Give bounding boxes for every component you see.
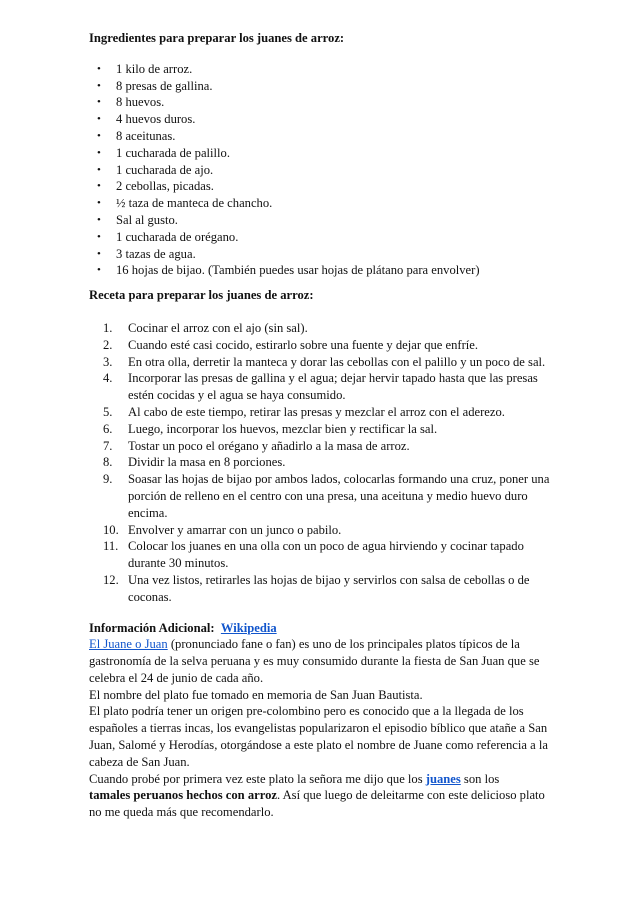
recipe-title: Receta para preparar los juanes de arroz: bbox=[89, 288, 314, 303]
step-number: 9. bbox=[103, 472, 113, 487]
step-number: 12. bbox=[103, 572, 119, 587]
recipe-step bbox=[89, 438, 551, 455]
recipe-step bbox=[89, 538, 551, 572]
ingredient-item: • 8 presas de gallina. bbox=[89, 78, 551, 95]
ingredient-item: • 2 cebollas, picadas. bbox=[89, 178, 551, 195]
ingredient-item: • 8 aceitunas. bbox=[89, 128, 551, 145]
recipe-step bbox=[89, 370, 551, 404]
step-text: Cuando esté casi cocido, estirarlo sobre una fuente y dejar que enfríe. bbox=[128, 337, 479, 352]
recipe-step bbox=[89, 522, 551, 539]
step-text: En otra olla, derretir la manteca y dorar las cebollas con el palillo y un poco de sal. bbox=[128, 354, 546, 369]
wikipedia-link[interactable]: Wikipedia bbox=[220, 620, 277, 635]
info-paragraph-4 bbox=[89, 771, 551, 821]
step-number: 11. bbox=[103, 539, 119, 554]
ingredient-item: • 16 hojas de bijao. (También puedes usar hojas de plátano para envolver) bbox=[89, 262, 551, 279]
step-number: 1. bbox=[103, 320, 113, 335]
info-label: Información Adicional: bbox=[89, 620, 215, 635]
recipe-step bbox=[89, 572, 551, 606]
ingredient-item: • Sal al gusto. bbox=[89, 212, 551, 229]
step-number: 6. bbox=[103, 421, 113, 436]
step-text: Dividir la masa en 8 porciones. bbox=[128, 455, 286, 470]
ingredient-item: • 1 cucharada de orégano. bbox=[89, 229, 551, 246]
ingredient-item: • ½ taza de manteca de chancho. bbox=[89, 195, 551, 212]
step-number: 3. bbox=[103, 354, 113, 369]
step-number: 10. bbox=[103, 522, 119, 537]
recipe-steps-list bbox=[89, 320, 551, 606]
step-number: 5. bbox=[103, 404, 113, 419]
step-text: Al cabo de este tiempo, retirar las presas y mezclar el arroz con el aderezo. bbox=[128, 404, 505, 419]
step-text: Incorporar las presas de gallina y el agua; dejar hervir tapado hasta que las presas estén cocidas y el agua se haya consumido. bbox=[128, 371, 538, 403]
recipe-step bbox=[89, 337, 551, 354]
ingredient-item: • 8 huevos. bbox=[89, 94, 551, 111]
recipe-step bbox=[89, 354, 551, 371]
ingredient-item: • 1 kilo de arroz. bbox=[89, 61, 551, 78]
info-paragraph-2: El nombre del plato fue tomado en memoria de San Juan Bautista. bbox=[89, 687, 423, 702]
step-text: Cocinar el arroz con el ajo (sin sal). bbox=[128, 320, 308, 335]
step-text: Luego, incorporar los huevos, mezclar bien y rectificar la sal. bbox=[128, 421, 438, 436]
step-number: 4. bbox=[103, 371, 113, 386]
step-text: Envolver y amarrar con un junco o pabilo. bbox=[128, 522, 342, 537]
ingredients-list bbox=[89, 61, 551, 279]
ingredient-item: • 4 huevos duros. bbox=[89, 111, 551, 128]
para4-text-b: son los bbox=[460, 771, 500, 786]
ingredient-item: • 1 cucharada de ajo. bbox=[89, 162, 551, 179]
recipe-step bbox=[89, 454, 551, 471]
info-paragraph-1 bbox=[89, 636, 551, 686]
step-text: Colocar los juanes en una olla con un poco de agua hirviendo y cocinar tapado durante 30 minutos. bbox=[128, 539, 524, 571]
info-heading-line bbox=[89, 620, 551, 637]
juane-link[interactable]: El Juane o Juan bbox=[89, 637, 168, 652]
info-paragraph-1-text: (pronunciado fane o fan) es uno de los principales platos típicos de la gastronomía de la selva peruana y es muy consumido durante la fiesta de San Juan que se celebra el 24 de junio de cada año. bbox=[89, 637, 540, 685]
recipe-step bbox=[89, 421, 551, 438]
ingredients-title: Ingredientes para preparar los juanes de arroz: bbox=[89, 31, 345, 45]
juanes-link[interactable]: juanes bbox=[425, 771, 461, 786]
recipe-step bbox=[89, 320, 551, 337]
step-text: Una vez listos, retirarles las hojas de bijao y servirlos con salsa de cebollas o de coconas. bbox=[128, 572, 530, 604]
recipe-step bbox=[89, 404, 551, 421]
ingredient-item: • 3 tazas de agua. bbox=[89, 246, 551, 263]
additional-info bbox=[89, 620, 551, 822]
step-number: 7. bbox=[103, 438, 113, 453]
para4-text-a: Cuando probé por primera vez este plato la señora me dijo que los bbox=[89, 771, 426, 786]
para4-text-c: . Así que luego de deleitarme con este delicioso plato no me queda más que recomendarlo. bbox=[89, 788, 545, 820]
document-page bbox=[89, 30, 551, 821]
step-text: Soasar las hojas de bijao por ambos lados, colocarlas formando una cruz, poner una porción de relleno en el centro con una presa, una aceituna y medio huevo duro encima. bbox=[128, 472, 550, 520]
info-paragraph-3: El plato podría tener un origen pre-colombino pero es conocido que a la llegada de los españoles a tierras incas, los evangelistas popularizaron el episodio bíblico que atañe a San Juan, Salomé y Herodías, otorgándose a este plato el nombre de Juane como referencia a la cabeza de San Juan. bbox=[89, 704, 548, 769]
recipe-step bbox=[89, 471, 551, 521]
step-number: 2. bbox=[103, 337, 113, 352]
ingredient-item: • 1 cucharada de palillo. bbox=[89, 145, 551, 162]
para4-bold-text: tamales peruanos hechos con arroz bbox=[89, 788, 277, 803]
step-text: Tostar un poco el orégano y añadirlo a la masa de arroz. bbox=[128, 438, 410, 453]
step-number: 8. bbox=[103, 455, 113, 470]
